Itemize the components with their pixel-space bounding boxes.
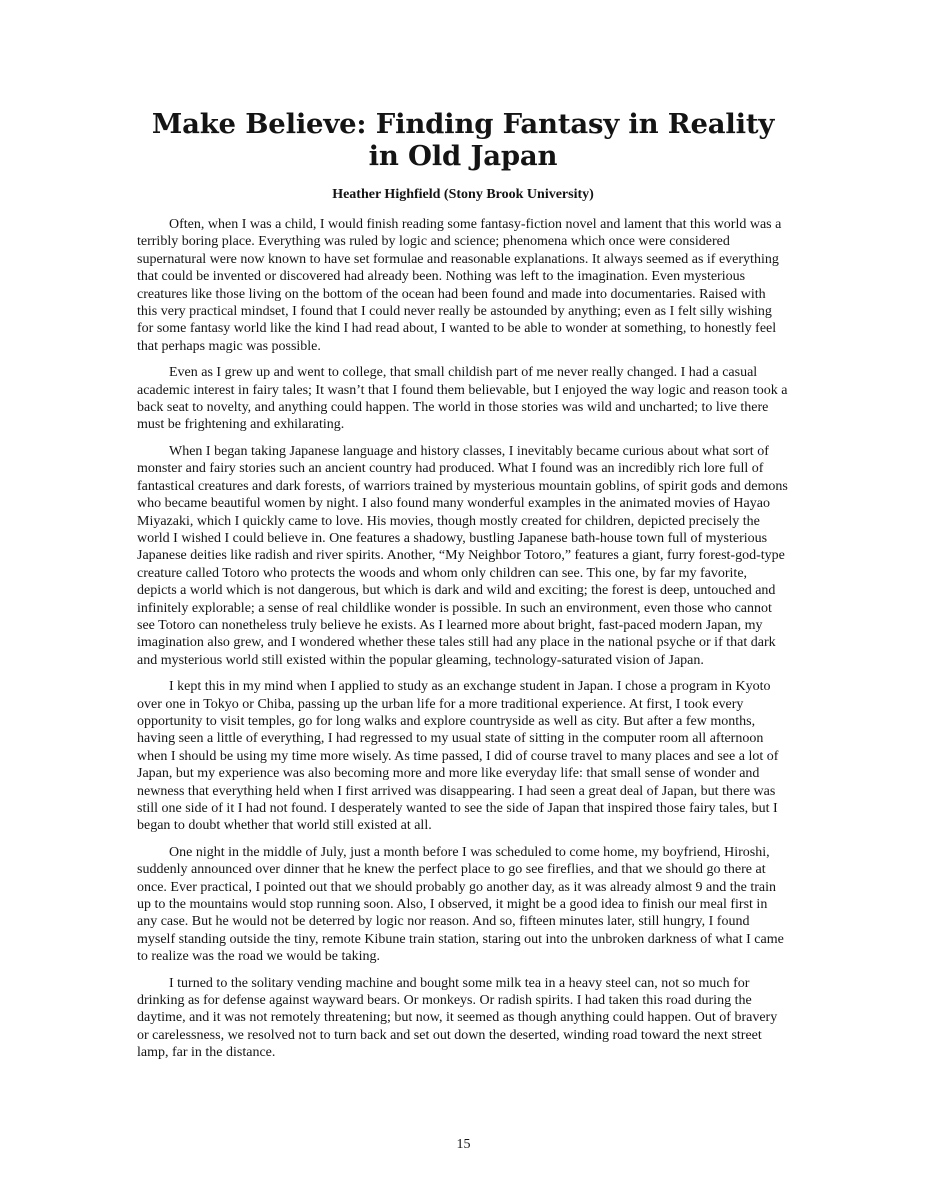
article-title: Make Believe: Finding Fantasy in Reality in Old Japan <box>151 108 775 172</box>
page-number: 15 <box>456 1137 471 1152</box>
paragraph: Even as I grew up and went to college, that small childish part of me never really changed. I had a casual academic interest in fairy tales; It wasn’t that I found them believable, but I enjoyed the way logic and reason took a back seat to novelty, and anything could happen. The world in those stories was wild and uncharted; to live there must be frightening and exhilarating. <box>137 365 788 433</box>
paragraph: When I began taking Japanese language and history classes, I inevitably became curious about what sort of monster and fairy stories such an ancient country had produced. What I found was an incredibly rich lore full of fantastical creatures and dark forests, of warriors trained by mysterious mountain goblins, of spirit gods and demons who became beautiful women by night. I also found many wonderful examples in the animated movies of Hayao Miyazaki, which I quickly came to love. His movies, though mostly created for children, depicted precisely the world I wished I could believe in. One features a shadowy, bustling Japanese bath-house town full of mysterious Japanese deities like radish and river spirits. Another, “My Neighbor Totoro,” features a giant, furry forest-god-type creature called Totoro who protects the woods and whom only children can see. This one, by far my favorite, depicts a world which is not dangerous, but which is dark and wild and exciting; the forest is deep, untouched and infinitely explorable; a sense of real childlike wonder is possible. In such an environment, even those who cannot see Totoro can nonetheless truly believe he exists. As I learned more about bright, fast-paced modern Japan, my imagination also grew, and I wondered whether these tales still had any place in the national psyche or if that dark and mysterious world still existed within the popular gleaming, technology-saturated vision of Japan. <box>137 443 788 668</box>
paragraph: One night in the middle of July, just a month before I was scheduled to come home, my boyfriend, Hiroshi, suddenly announced over dinner that he knew the perfect place to go see fireflies, and that we should go there at once. Ever practical, I pointed out that we should probably go another day, as it was already almost 9 and the train up to the mountains would stop running soon. Also, I observed, it might be a good idea to finish our meal first in any case. But he would not be deterred by logic nor reason. And so, fifteen minutes later, still hungry, I found myself standing outside the tiny, remote Kibune train station, staring out into the unbroken darkness of what I came to realize was the road we would be taking. <box>137 844 784 965</box>
article-body <box>137 216 789 1062</box>
article-author: Heather Highfield (Stony Brook University) <box>332 187 594 202</box>
paragraph: I turned to the solitary vending machine and bought some milk tea in a heavy steel can, not so much for drinking as for defense against wayward bears. Or monkeys. Or radish spirits. I had taken this road during the daytime, and it was not remotely threatening; but now, it seemed as though anything could happen. Out of bravery or carelessness, we resolved not to turn back and set out down the deserted, winding road toward the next street lamp, far in the distance. <box>137 975 778 1061</box>
paragraph: I kept this in my mind when I applied to study as an exchange student in Japan. I chose a program in Kyoto over one in Tokyo or Chiba, passing up the urban life for a more traditional experience. At first, I took every opportunity to visit temples, go for long walks and explore countryside as well as city. But after a few months, having seen a little of everything, I had regressed to my usual state of sitting in the computer room all afternoon when I should be using my time more wisely. As time passed, I did of course travel to many places and see a lot of Japan, but my experience was also becoming more and more like everyday life: that small sense of wonder and newness that everything held when I first arrived was disappearing. I had seen a great deal of Japan, but there was still one side of it I had not found. I desperately wanted to see the side of Japan that inspired those fairy tales, but I began to doubt whether that world still existed at all. <box>137 679 779 834</box>
article <box>137 108 789 1071</box>
paragraph: Often, when I was a child, I would finish reading some fantasy-fiction novel and lament that this world was a terribly boring place. Everything was ruled by logic and science; phenomena which once were considered supernatural were now known to have set formulae and reasonable explanations. It always seemed as if everything that could be invented or discovered had already been. Nothing was left to the imagination. Even mysterious creatures like those living on the bottom of the ocean had been found and made into documentaries. Raised with this very practical mindset, I found that I could never really be astounded by anything; even as I felt silly wishing for some fantasy world like the kind I had read about, I wanted to be able to wonder at something, to honestly feel that perhaps magic was possible. <box>137 217 782 354</box>
